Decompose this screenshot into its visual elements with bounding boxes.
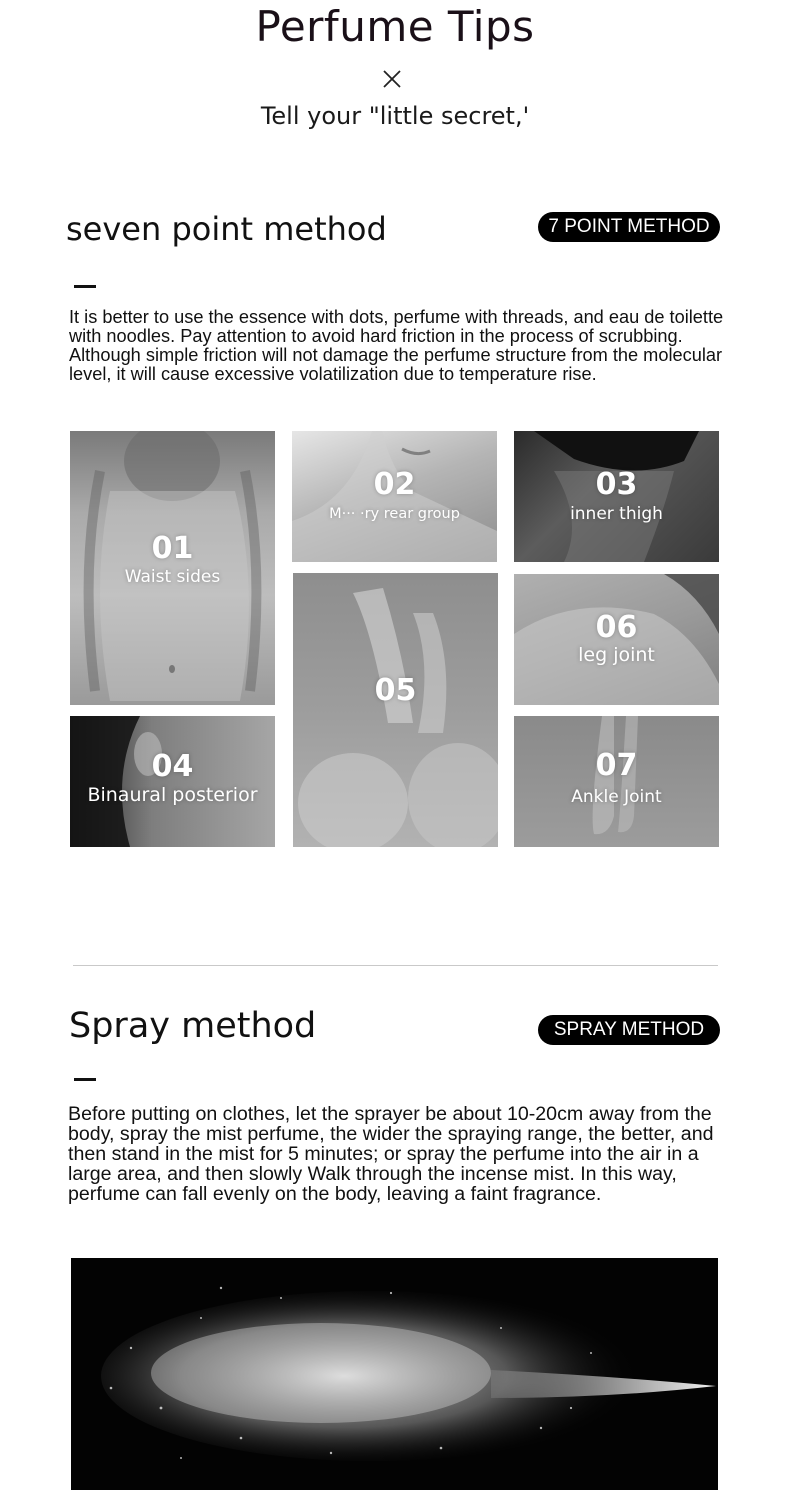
point-number: 05 (374, 673, 417, 708)
section-dash (74, 285, 96, 288)
seven-point-badge: 7 POINT METHOD (538, 212, 720, 242)
point-tile-05 (293, 573, 498, 847)
point-tile-03 (514, 431, 719, 562)
point-tile-06 (514, 574, 719, 705)
point-number: 03 (595, 467, 638, 502)
point-label: Waist sides (124, 567, 221, 587)
spray-method-title: Spray method (69, 1006, 317, 1046)
point-label: M··· ·ry rear group (329, 506, 460, 522)
spray-method-badge: SPRAY METHOD (538, 1015, 720, 1045)
page-subtitle: Tell your "little secret,' (260, 102, 530, 130)
point-number: 02 (373, 467, 416, 502)
point-number: 06 (595, 610, 638, 645)
point-label: Ankle Joint (571, 787, 662, 807)
close-icon[interactable] (381, 68, 403, 90)
page-title: Perfume Tips (255, 2, 535, 51)
point-label: leg joint (578, 644, 655, 666)
mist-graphic (71, 1258, 718, 1490)
section-dash (74, 1078, 96, 1081)
spray-method-description: Before putting on clothes, let the sprayer be about 10-20cm away from the body, spray the mist perfume, the wider the spraying range, the better, and then stand in the mist for 5 minutes; or spray the perfume into the air in a large area, and then slowly Walk through the incense mist. In this way, perfume can fall evenly on the body, leaving a faint fragrance. (68, 1103, 714, 1205)
seven-point-description: It is better to use the essence with dots, perfume with threads, and eau de toilette with noodles. Pay attention to avoid hard friction in the process of scrubbing. Although simple friction will not damage the perfume structure from the molecular level, it will cause excessive volatilization due to temperature rise. (69, 307, 724, 384)
point-tile-02 (292, 431, 497, 562)
point-label: Binaural posterior (87, 784, 258, 806)
wrists-image (293, 573, 498, 847)
point-label: inner thigh (570, 504, 663, 524)
point-number: 01 (151, 531, 194, 566)
point-tile-01 (70, 431, 275, 705)
spray-mist-image (71, 1258, 718, 1490)
point-number: 07 (595, 748, 638, 783)
section-divider (73, 965, 718, 966)
seven-point-title: seven point method (66, 210, 387, 248)
point-tile-04 (70, 716, 275, 847)
point-tile-07 (514, 716, 719, 847)
point-number: 04 (151, 749, 194, 784)
